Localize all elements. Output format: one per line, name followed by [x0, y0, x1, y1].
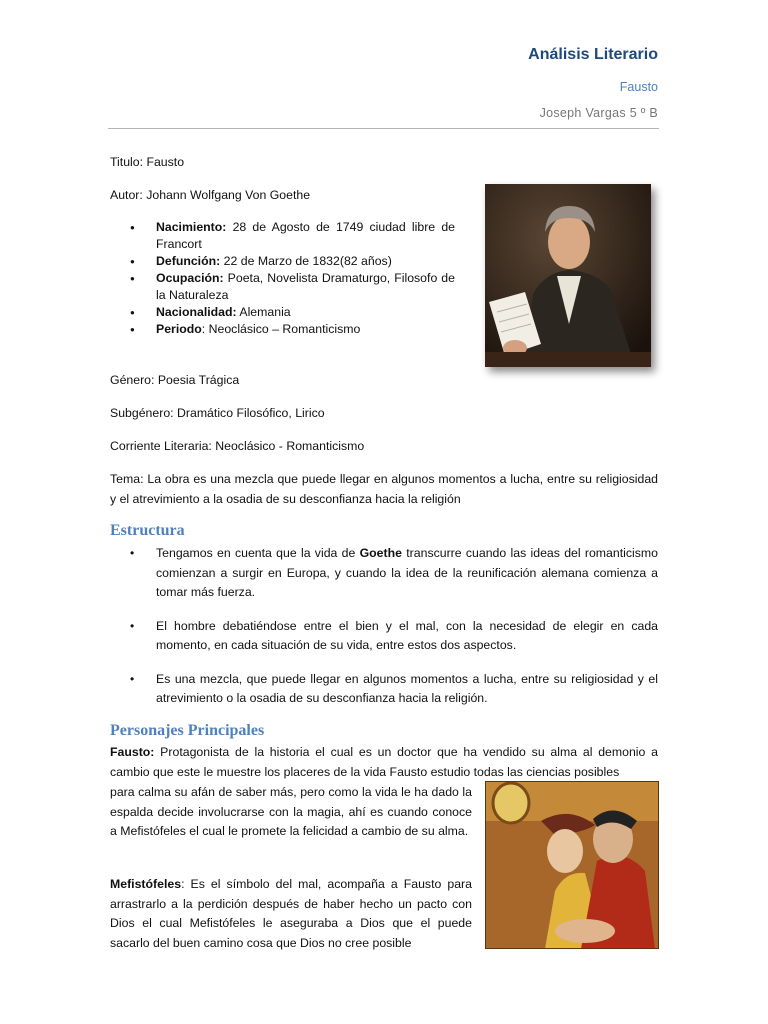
- bio-value: 22 de Marzo de 1832(82 años): [220, 254, 392, 268]
- bio-label: Nacionalidad:: [156, 305, 237, 319]
- bio-value: : Neoclásico – Romanticismo: [201, 322, 361, 336]
- autor-line: Autor: Johann Wolfgang Von Goethe: [110, 188, 311, 202]
- bio-label: Nacimiento:: [156, 220, 227, 234]
- tema-paragraph: Tema: La obra es una mezcla que puede llegar en algunos momentos a lucha, entre su religiosidad y el atrevimiento a la osadia de su desconfianza hacia la religión: [110, 472, 658, 506]
- item-text: transcurre cuando las ideas del romanticismo comienzan a surgir en Europa, y cuando la idea de la reunificación alemana comienza a tomar más fuerza.: [156, 546, 658, 599]
- titulo-line: Titulo: Fausto: [110, 155, 185, 169]
- subgenero-line: Subgénero: Dramático Filosófico, Lirico: [110, 406, 325, 420]
- bio-value: Alemania: [236, 305, 291, 319]
- character-name-mefistofeles: Mefistófeles: [110, 877, 182, 891]
- genero-line: Género: Poesia Trágica: [110, 373, 240, 387]
- estructura-item: [110, 544, 658, 603]
- fausto-paragraph-bottom: para calma su afán de saber más, pero como la vida le ha dado la espalda decide involucrarse con la magia, ahí es cuando conoce a Mefistófeles el cual le promete la felicidad a cambio de su alma.: [110, 785, 472, 838]
- author-bio-list: [110, 219, 455, 338]
- bio-item-ocupacion: [110, 270, 455, 304]
- fausto-description: Protagonista de la historia el cual es un doctor que ha vendido su alma al demonio a cambio que este le muestre los placeres de la vida Fausto estudio todas las ciencias posibles: [110, 745, 658, 779]
- personajes-heading: Personajes Principales: [110, 722, 265, 739]
- bio-item-defuncion: [110, 253, 455, 270]
- estructura-list: [110, 544, 658, 723]
- item-bold-text: Goethe: [359, 546, 402, 560]
- estructura-item: [110, 670, 658, 709]
- bio-value: 28 de Agosto de 1749 ciudad libre de Francort: [156, 220, 455, 251]
- bio-item-periodo: [110, 321, 455, 338]
- corriente-line: Corriente Literaria: Neoclásico - Romanticismo: [110, 439, 365, 453]
- header-title: Análisis Literario: [528, 46, 658, 63]
- goethe-portrait-image: [485, 184, 651, 367]
- fausto-paragraph-top: [110, 743, 658, 782]
- bio-value: Poeta, Novelista Dramaturgo, Filosofo de la Naturaleza: [156, 271, 455, 302]
- header-divider: [108, 128, 659, 129]
- bio-item-nacionalidad: [110, 304, 455, 321]
- item-text: Tengamos en cuenta que la vida de: [156, 546, 360, 560]
- bio-label: Ocupación:: [156, 271, 224, 285]
- mefisto-description: : Es el símbolo del mal, acompaña a Fausto para arrastrarlo a la perdición después de haber hecho un pacto con Dios el cual Mefistófeles le aseguraba a Dios que el puede sacarlo del buen camino cosa que Dios no cree posible: [110, 877, 472, 950]
- bio-label: Defunción:: [156, 254, 221, 268]
- character-name-fausto: Fausto:: [110, 745, 155, 759]
- bio-item-nacimiento: [110, 219, 455, 253]
- estructura-item: [110, 617, 658, 656]
- estructura-heading: Estructura: [110, 522, 185, 539]
- header-author: Joseph Vargas 5 º B: [539, 106, 658, 120]
- item-text: El hombre debatiéndose entre el bien y el mal, con la necesidad de elegir en cada momento, en cada situación de su vida, entre estos dos aspectos.: [156, 618, 658, 652]
- header-subtitle: Fausto: [619, 80, 658, 94]
- bio-label: Periodo: [156, 322, 202, 336]
- mefisto-paragraph: [110, 875, 472, 953]
- fausto-mefistofeles-painting-image: [485, 781, 659, 949]
- item-text: Es una mezcla, que puede llegar en algunos momentos a lucha, entre su religiosidad y el atrevimiento o la osadia de su desconfianza hacia la religión.: [156, 671, 658, 705]
